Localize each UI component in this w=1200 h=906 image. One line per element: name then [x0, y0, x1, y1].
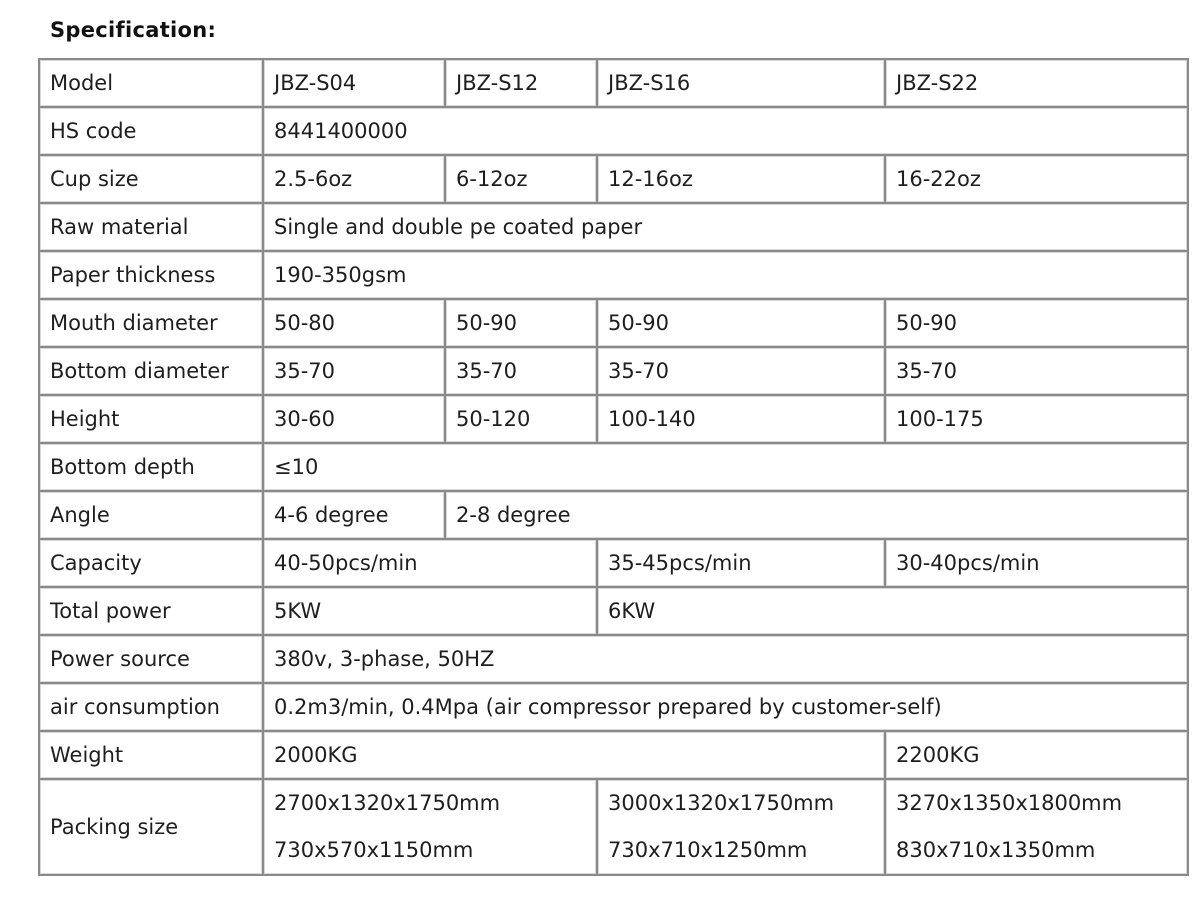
cell-height-s16: 100-140: [597, 395, 885, 443]
row-label: Packing size: [39, 779, 263, 875]
row-weight: [39, 731, 1188, 779]
packing-line: 730x710x1250mm: [608, 838, 808, 862]
cell-model-s12: JBZ-S12: [445, 59, 597, 107]
cell-raw-material: Single and double pe coated paper: [263, 203, 1188, 251]
row-bottom-depth: [39, 443, 1188, 491]
cell-weight-s04-s16: 2000KG: [263, 731, 885, 779]
cell-power-s04-s12: 5KW: [263, 587, 597, 635]
row-air-consumption: [39, 683, 1188, 731]
cell-cup-s12: 6-12oz: [445, 155, 597, 203]
row-total-power: [39, 587, 1188, 635]
row-label: HS code: [39, 107, 263, 155]
packing-line: 2700x1320x1750mm: [274, 791, 501, 815]
cell-mouth-s04: 50-80: [263, 299, 445, 347]
cell-packing-s16: [597, 779, 885, 875]
packing-line: 3000x1320x1750mm: [608, 791, 835, 815]
cell-weight-s22: 2200KG: [885, 731, 1188, 779]
cell-height-s22: 100-175: [885, 395, 1188, 443]
cell-mouth-s16: 50-90: [597, 299, 885, 347]
cell-capacity-s16: 35-45pcs/min: [597, 539, 885, 587]
cell-model-s16: JBZ-S16: [597, 59, 885, 107]
cell-packing-s22: [885, 779, 1188, 875]
row-bottom-diameter: [39, 347, 1188, 395]
cell-angle-s04: 4-6 degree: [263, 491, 445, 539]
row-label: Mouth diameter: [39, 299, 263, 347]
cell-height-s12: 50-120: [445, 395, 597, 443]
cell-power-s16-s22: 6KW: [597, 587, 1188, 635]
spec-heading: Specification:: [50, 18, 217, 42]
cell-bottom-s16: 35-70: [597, 347, 885, 395]
row-label: Model: [39, 59, 263, 107]
row-hs-code: [39, 107, 1188, 155]
cell-packing-s04-s12: [263, 779, 597, 875]
cell-air-consumption: 0.2m3/min, 0.4Mpa (air compressor prepared by customer-self): [263, 683, 1188, 731]
cell-mouth-s22: 50-90: [885, 299, 1188, 347]
cell-bottom-s04: 35-70: [263, 347, 445, 395]
row-label: Bottom depth: [39, 443, 263, 491]
row-label: Paper thickness: [39, 251, 263, 299]
row-label: Capacity: [39, 539, 263, 587]
packing-line: 830x710x1350mm: [896, 838, 1096, 862]
row-packing-size: [39, 779, 1188, 875]
cell-mouth-s12: 50-90: [445, 299, 597, 347]
cell-bottom-s12: 35-70: [445, 347, 597, 395]
cell-power-source: 380v, 3-phase, 50HZ: [263, 635, 1188, 683]
cell-height-s04: 30-60: [263, 395, 445, 443]
row-label: Raw material: [39, 203, 263, 251]
cell-cup-s04: 2.5-6oz: [263, 155, 445, 203]
row-cup-size: [39, 155, 1188, 203]
cell-cup-s22: 16-22oz: [885, 155, 1188, 203]
row-capacity: [39, 539, 1188, 587]
row-label: Total power: [39, 587, 263, 635]
packing-line: 730x570x1150mm: [274, 838, 474, 862]
row-height: [39, 395, 1188, 443]
cell-capacity-s04-s12: 40-50pcs/min: [263, 539, 597, 587]
row-label: Power source: [39, 635, 263, 683]
row-label: Angle: [39, 491, 263, 539]
row-model: [39, 59, 1188, 107]
row-mouth-diameter: [39, 299, 1188, 347]
row-label: air consumption: [39, 683, 263, 731]
cell-model-s04: JBZ-S04: [263, 59, 445, 107]
row-label: Weight: [39, 731, 263, 779]
cell-paper-thickness: 190-350gsm: [263, 251, 1188, 299]
cell-model-s22: JBZ-S22: [885, 59, 1188, 107]
row-label: Height: [39, 395, 263, 443]
row-paper-thickness: [39, 251, 1188, 299]
cell-angle-rest: 2-8 degree: [445, 491, 1188, 539]
cell-bottom-depth: ≤10: [263, 443, 1188, 491]
cell-hs-code: 8441400000: [263, 107, 1188, 155]
spec-table: [38, 58, 1189, 876]
packing-line: 3270x1350x1800mm: [896, 791, 1123, 815]
row-label: Bottom diameter: [39, 347, 263, 395]
row-angle: [39, 491, 1188, 539]
row-power-source: [39, 635, 1188, 683]
cell-cup-s16: 12-16oz: [597, 155, 885, 203]
row-label: Cup size: [39, 155, 263, 203]
cell-capacity-s22: 30-40pcs/min: [885, 539, 1188, 587]
row-raw-material: [39, 203, 1188, 251]
cell-bottom-s22: 35-70: [885, 347, 1188, 395]
